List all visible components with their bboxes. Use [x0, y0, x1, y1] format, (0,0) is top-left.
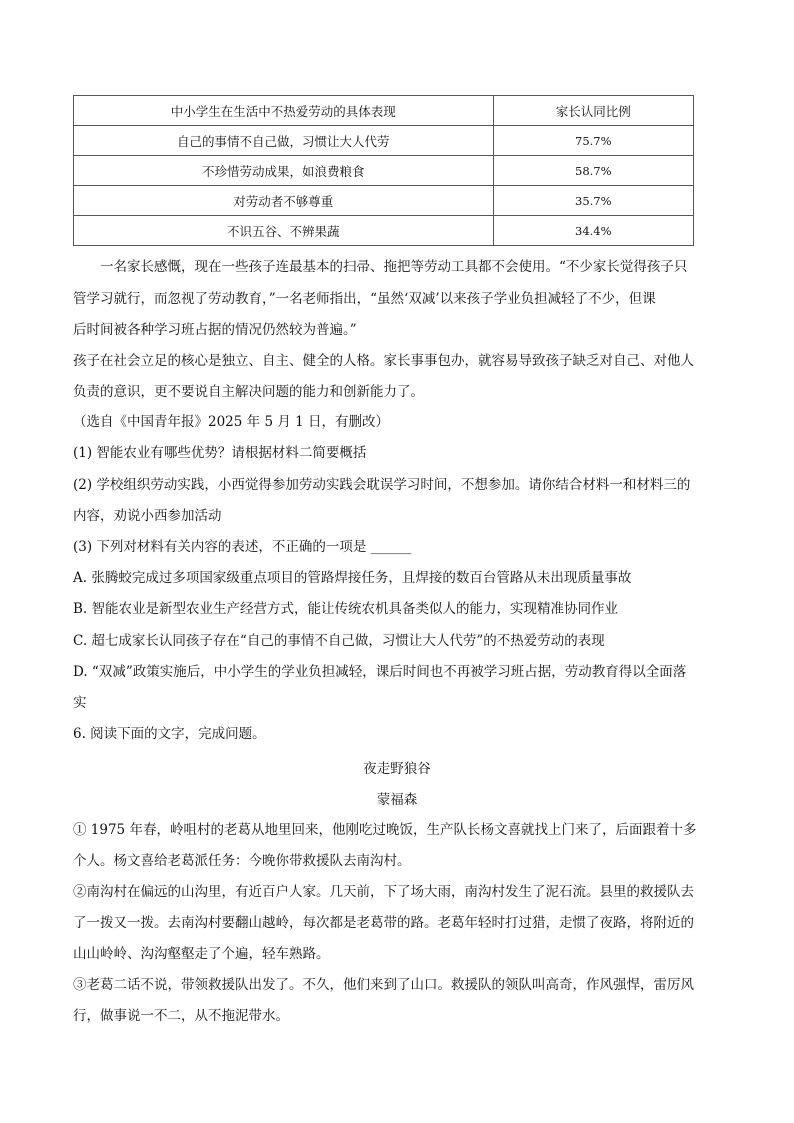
table-row [74, 216, 694, 246]
option-b: B. 智能农业是新型农业生产经营方式，能让传统农机具备类似人的能力，实现精准协同作业 [73, 601, 619, 617]
paragraph-line: 后时间被各种学习班占据的情况仍然较为普遍。” [73, 322, 357, 338]
option-d-line: 实 [73, 695, 87, 711]
table-row [74, 156, 694, 186]
table-cell: 58.7% [493, 156, 693, 186]
table-header-cell: 中小学生在生活中不热爱劳动的具体表现 [74, 96, 494, 126]
table-cell: 对劳动者不够尊重 [74, 186, 494, 216]
paragraph-line: 管学习就行，而忽视了劳动教育，”一名老师指出，“虽然‘双减’以来孩子学业负担减轻了不少，但课 [73, 291, 656, 307]
option-c: C. 超七成家长认同孩子存在“自己的事情不自己做，习惯让大人代劳”的不热爱劳动的表现 [73, 633, 605, 649]
story-paragraph-line: 了一拨又一拨。去南沟村要翻山越岭，每次都是老葛带的路。老葛年轻时打过猎，走惯了夜路，将附近的 [73, 915, 694, 931]
story-paragraph-line: 山山岭岭、沟沟壑壑走了个遍，轻车熟路。 [73, 946, 330, 962]
survey-table [73, 95, 694, 246]
table-header-row [74, 96, 694, 126]
option-a: A. 张腾蛟完成过多项国家级重点项目的管路焊接任务，且焊接的数百台管路从未出现质量事故 [73, 570, 632, 586]
option-d-line: D. “双减”政策实施后，中小学生的学业负担减轻，课后时间也不再被学习班占据，劳动教育得以全面落 [73, 664, 687, 680]
table-cell: 34.4% [493, 216, 693, 246]
table-cell: 35.7% [493, 186, 693, 216]
story-paragraph-line: 行，做事说一不二，从不拖泥带水。 [73, 1008, 289, 1024]
question-2-line: 内容，劝说小西参加活动 [73, 508, 222, 524]
story-paragraph-line: 个人。杨文喜给老葛派任务：今晚你带救援队去南沟村。 [73, 853, 411, 869]
table-cell: 75.7% [493, 126, 693, 156]
story-title: 夜走野狼谷 [363, 761, 431, 777]
paragraph-line: 孩子在社会立足的核心是独立、自主、健全的人格。家长事事包办，就容易导致孩子缺乏对自己、对他人 [73, 353, 694, 369]
story-author: 蒙福森 [376, 792, 418, 808]
story-paragraph-line: ③老葛二话不说，带领救援队出发了。不久，他们来到了山口。救援队的领队叫高奇，作风强悍，雷厉风 [73, 977, 694, 993]
story-paragraph-line: ① 1975 年春，岭咀村的老葛从地里回来，他刚吃过晚饭，生产队长杨文喜就找上门来了，后面跟着十多 [73, 822, 697, 838]
question-1: (1) 智能农业有哪些优势？请根据材料二简要概括 [73, 445, 367, 461]
table-header-cell: 家长认同比例 [493, 96, 693, 126]
paragraph-line: 一名家长感慨，现在一些孩子连最基本的扫帚、拖把等劳动工具都不会使用。“不少家长觉得孩子只 [100, 259, 688, 275]
table-cell: 不识五谷、不辨果蔬 [74, 216, 494, 246]
source-note: （选自《中国青年报》2025 年 5 月 1 日，有删改） [73, 414, 389, 430]
question-3: (3) 下列对材料有关内容的表述，不正确的一项是 ______ [73, 539, 412, 555]
table-row [74, 186, 694, 216]
table-cell: 不珍惜劳动成果，如浪费粮食 [74, 156, 494, 186]
story-paragraph-line: ②南沟村在偏远的山沟里，有近百户人家。几天前，下了场大雨，南沟村发生了泥石流。县里的救援队去 [73, 884, 694, 900]
table-row [74, 126, 694, 156]
paragraph-line: 负责的意识，更不要说自主解决问题的能力和创新能力了。 [73, 384, 424, 400]
question-6: 6. 阅读下面的文字，完成问题。 [73, 726, 266, 742]
table-cell: 自己的事情不自己做，习惯让大人代劳 [74, 126, 494, 156]
question-2-line: (2) 学校组织劳动实践，小西觉得参加劳动实践会耽误学习时间，不想参加。请你结合材料一和材料三的 [73, 477, 691, 493]
